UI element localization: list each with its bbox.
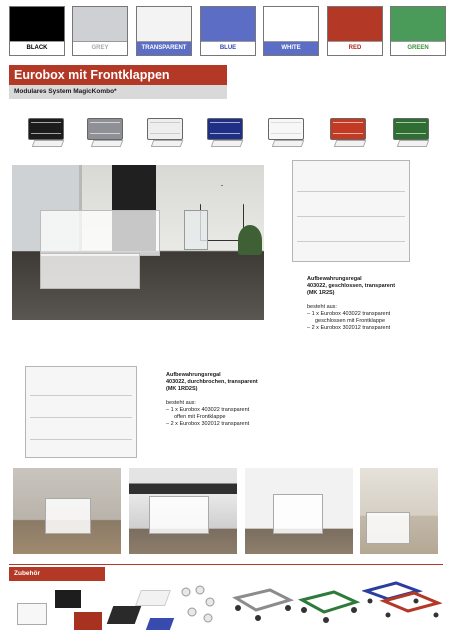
swatch-fill: [328, 7, 382, 42]
shelf-open-product-image: [25, 366, 137, 458]
caption-intro: besteht aus:: [307, 303, 337, 310]
swatch-label: WHITE: [264, 42, 318, 55]
eurobox-green-image: [390, 112, 432, 148]
color-swatch-blue: [200, 6, 256, 56]
swatch-label: TRANSPARENT: [137, 42, 191, 55]
accessory-wheels-image: [180, 580, 218, 626]
eurobox-transparent-image: [144, 112, 186, 148]
swatch-label: RED: [328, 42, 382, 55]
use-photo-1: [13, 468, 121, 554]
use-photo-2: [129, 468, 237, 554]
color-swatch-transparent: [136, 6, 192, 56]
color-swatch-red: [327, 6, 383, 56]
caption-model: 403022, geschlossen, transparent: [307, 283, 396, 290]
color-swatch-white: [263, 6, 319, 56]
caption-intro: besteht aus:: [166, 399, 196, 406]
caption-item: – 1 x Eurobox 403022 transparent: [307, 310, 391, 317]
accessory-grey-dolly-image: [230, 578, 294, 628]
caption-item: – 1 x Eurobox 403022 transparent: [166, 406, 250, 413]
swatch-fill: [391, 7, 445, 42]
accessory-transparent-box-image: [17, 603, 47, 625]
caption-item-detail: geschlossen mit Frontklappe: [315, 318, 386, 325]
page-title: Eurobox mit Frontklappen: [9, 65, 227, 85]
color-swatch-grey: [72, 6, 128, 56]
swatch-label: GREY: [73, 42, 127, 55]
accessory-black-lid-image: [107, 606, 142, 624]
caption-title: Aufbewahrungsregal: [307, 276, 362, 282]
eurobox-blue-image: [204, 112, 246, 148]
accessory-transparent-lid-image: [135, 590, 171, 606]
accessory-black-box-image: [55, 590, 81, 608]
swatch-label: BLUE: [201, 42, 255, 55]
caption-code: (MK 1RD2S): [166, 386, 198, 393]
page-subtitle: Modulares System MagicKombo*: [9, 85, 227, 99]
caption-title: Aufbewahrungsregal: [166, 372, 221, 378]
swatch-label: GREEN: [391, 42, 445, 55]
color-swatch-black: [9, 6, 65, 56]
caption-item: – 2 x Eurobox 302012 transparent: [166, 421, 250, 428]
swatch-fill: [73, 7, 127, 42]
swatch-fill: [10, 7, 64, 42]
accessory-green-dolly-image: [298, 582, 360, 628]
color-swatch-green: [390, 6, 446, 56]
caption-item-detail: offen mit Frontklappe: [174, 414, 226, 421]
caption-item: – 2 x Eurobox 302012 transparent: [307, 325, 391, 332]
divider: [9, 564, 443, 565]
swatch-fill: [201, 7, 255, 42]
eurobox-white-image: [265, 112, 307, 148]
caption-closed-shelf: [307, 276, 447, 332]
swatch-fill: [264, 7, 318, 42]
accessories-label: Zubehör: [9, 567, 105, 581]
eurobox-red-image: [327, 112, 369, 148]
caption-model: 403022, durchbrochen, transparent: [166, 379, 258, 386]
swatch-fill: [137, 7, 191, 42]
wheels-icon: [180, 580, 218, 626]
eurobox-black-image: [25, 112, 67, 148]
swatch-label: BLACK: [10, 42, 64, 55]
caption-open-shelf: [166, 372, 306, 428]
accessory-blue-lid-image: [146, 618, 174, 630]
accessory-red-box-image: [74, 612, 102, 630]
use-photo-3: [245, 468, 353, 554]
accessory-colored-dollies-image: [362, 575, 442, 630]
caption-code: (MK 1R2S): [307, 290, 335, 297]
lifestyle-photo: [12, 165, 264, 320]
use-photo-4: [360, 468, 438, 554]
eurobox-grey-image: [84, 112, 126, 148]
shelf-closed-product-image: [292, 160, 410, 262]
